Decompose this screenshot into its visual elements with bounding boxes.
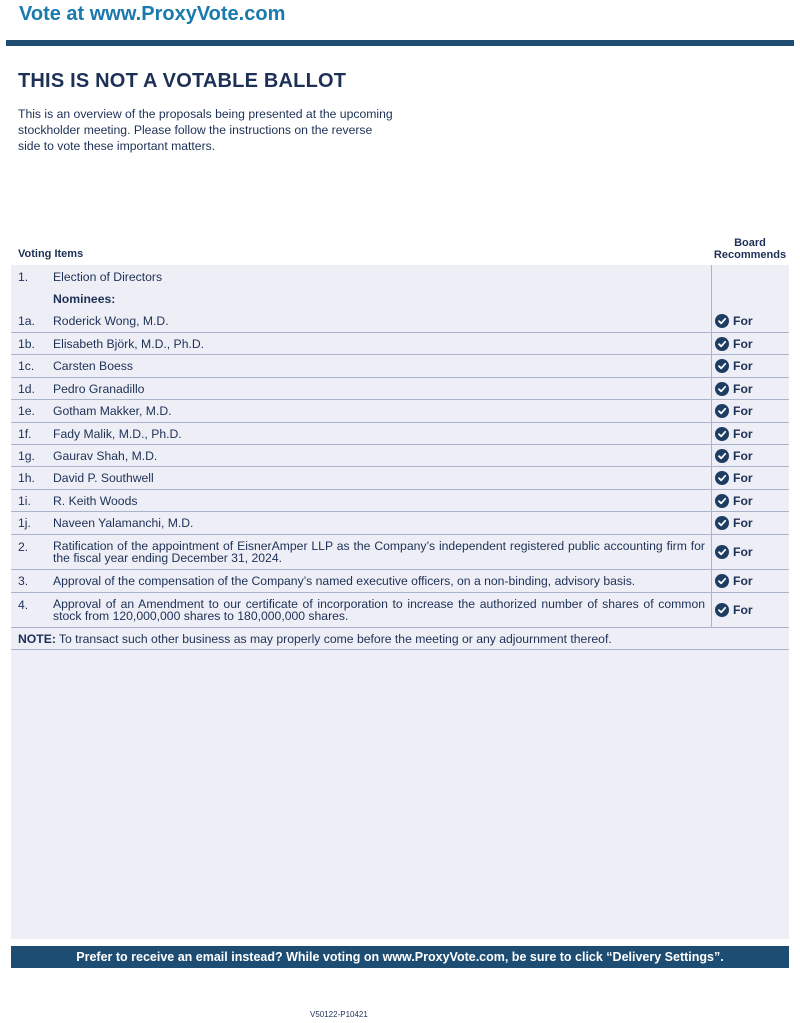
proposal-3-row bbox=[11, 570, 789, 593]
nominee-name: Roderick Wong, M.D. bbox=[53, 314, 169, 328]
item-number: 1j. bbox=[18, 516, 31, 530]
item-text: Ratification of the appointment of EisnerAmper LLP as the Company’s independent registered public accounting firm for the fiscal year ending December 31, 2024. bbox=[53, 539, 705, 565]
board-header-line2: Recommends bbox=[713, 249, 787, 261]
voting-items-table bbox=[11, 265, 789, 650]
item-number: 1b. bbox=[18, 336, 35, 351]
check-circle-icon bbox=[715, 516, 729, 530]
voting-items-header: Voting Items bbox=[18, 248, 84, 260]
recommendation-cell bbox=[711, 423, 789, 444]
nominees-label: Nominees: bbox=[53, 292, 116, 306]
recommendation-label: For bbox=[733, 574, 753, 588]
note-label: NOTE: bbox=[18, 631, 56, 646]
recommendation-cell bbox=[711, 512, 789, 534]
check-circle-icon bbox=[715, 494, 729, 508]
check-circle-icon bbox=[715, 314, 729, 328]
nominee-name: Gaurav Shah, M.D. bbox=[53, 448, 158, 463]
item-text: Election of Directors bbox=[53, 269, 163, 284]
check-circle-icon bbox=[715, 359, 729, 373]
check-circle-icon bbox=[715, 427, 729, 441]
recommendation-cell bbox=[711, 593, 789, 627]
item-number: 2. bbox=[18, 540, 29, 554]
recommendation-label: For bbox=[733, 516, 753, 530]
recommendation-cell bbox=[711, 355, 789, 377]
recommendation-cell bbox=[711, 288, 789, 310]
nominee-name: Naveen Yalamanchi, M.D. bbox=[53, 516, 194, 530]
nominees-row bbox=[11, 288, 789, 310]
intro-text: This is an overview of the proposals being presented at the upcoming stockholder meeting. Please follow the instructions on the reverse side to vote these important matters. bbox=[18, 107, 393, 153]
recommendation-cell bbox=[711, 570, 789, 592]
recommendation-label: For bbox=[733, 359, 753, 373]
item-number: 1a. bbox=[18, 314, 35, 328]
board-recommends-header bbox=[708, 237, 792, 261]
item-number: 1i. bbox=[18, 493, 31, 508]
nominee-row-1d bbox=[11, 378, 789, 400]
recommendation-cell bbox=[711, 535, 789, 569]
nominee-name: David P. Southwell bbox=[53, 471, 154, 485]
recommendation-cell bbox=[711, 378, 789, 399]
nominee-name: Carsten Boess bbox=[53, 359, 133, 373]
check-circle-icon bbox=[715, 449, 729, 463]
item-number: 1c. bbox=[18, 359, 35, 373]
nominee-row-1h bbox=[11, 467, 789, 490]
recommendation-cell bbox=[711, 265, 789, 288]
item-number: 1g. bbox=[18, 448, 35, 463]
item-number: 1f. bbox=[18, 426, 32, 441]
delivery-settings-banner: Prefer to receive an email instead? While voting on www.ProxyVote.com, be sure to click “Delivery Settings”. bbox=[11, 946, 789, 968]
recommendation-label: For bbox=[733, 471, 753, 485]
recommendation-label: For bbox=[733, 336, 753, 351]
note-text: To transact such other business as may properly come before the meeting or any adjournment thereof. bbox=[58, 631, 612, 646]
page-title: THIS IS NOT A VOTABLE BALLOT bbox=[18, 70, 347, 92]
nominee-row-1i bbox=[11, 490, 789, 512]
check-circle-icon bbox=[715, 545, 729, 559]
nominee-name: Elisabeth Björk, M.D., Ph.D. bbox=[53, 336, 205, 351]
recommendation-cell bbox=[711, 467, 789, 489]
header-title: Vote at www.ProxyVote.com bbox=[19, 3, 286, 25]
nominee-row-1c bbox=[11, 355, 789, 378]
recommendation-cell bbox=[711, 445, 789, 466]
nominee-row-1f bbox=[11, 423, 789, 445]
header-divider bbox=[6, 40, 794, 46]
check-circle-icon bbox=[715, 603, 729, 617]
board-header-line1: Board bbox=[734, 237, 766, 249]
recommendation-label: For bbox=[733, 426, 753, 441]
nominee-name: Fady Malik, M.D., Ph.D. bbox=[53, 426, 182, 441]
recommendation-label: For bbox=[733, 603, 753, 617]
nominee-row-1e bbox=[11, 400, 789, 423]
proposal-2-row bbox=[11, 535, 789, 570]
item-number: 3. bbox=[18, 574, 29, 588]
check-circle-icon bbox=[715, 337, 729, 351]
recommendation-cell bbox=[711, 400, 789, 422]
nominee-row-1j bbox=[11, 512, 789, 535]
nominee-name: R. Keith Woods bbox=[53, 493, 138, 508]
recommendation-label: For bbox=[733, 493, 753, 508]
recommendation-cell bbox=[711, 333, 789, 354]
check-circle-icon bbox=[715, 382, 729, 396]
item-number: 4. bbox=[18, 598, 29, 612]
item-number: 1h. bbox=[18, 471, 35, 485]
nominee-row-1b bbox=[11, 333, 789, 355]
recommendation-label: For bbox=[733, 381, 753, 396]
check-circle-icon bbox=[715, 404, 729, 418]
recommendation-label: For bbox=[733, 448, 753, 463]
recommendation-label: For bbox=[733, 404, 753, 418]
nominee-name: Gotham Makker, M.D. bbox=[53, 404, 172, 418]
proposal-4-row bbox=[11, 593, 789, 628]
item-text: Approval of the compensation of the Company’s named executive officers, on a non-binding, advisory basis. bbox=[53, 574, 636, 588]
check-circle-icon bbox=[715, 574, 729, 588]
nominee-name: Pedro Granadillo bbox=[53, 381, 145, 396]
item-number: 1e. bbox=[18, 404, 35, 418]
note-row bbox=[11, 628, 789, 650]
recommendation-label: For bbox=[733, 314, 753, 328]
proposal-1-row bbox=[11, 265, 789, 288]
item-number: 1. bbox=[18, 269, 29, 284]
recommendation-cell bbox=[711, 490, 789, 511]
nominee-row-1a bbox=[11, 310, 789, 333]
document-code: V50122-P10421 bbox=[310, 1010, 368, 1019]
recommendation-cell bbox=[711, 310, 789, 332]
check-circle-icon bbox=[715, 471, 729, 485]
nominee-row-1g bbox=[11, 445, 789, 467]
item-number: 1d. bbox=[18, 381, 35, 396]
item-text: Approval of an Amendment to our certificate of incorporation to increase the authorized number of shares of common stock from 120,000,000 shares to 180,000,000 shares. bbox=[53, 597, 705, 623]
recommendation-label: For bbox=[733, 545, 753, 559]
